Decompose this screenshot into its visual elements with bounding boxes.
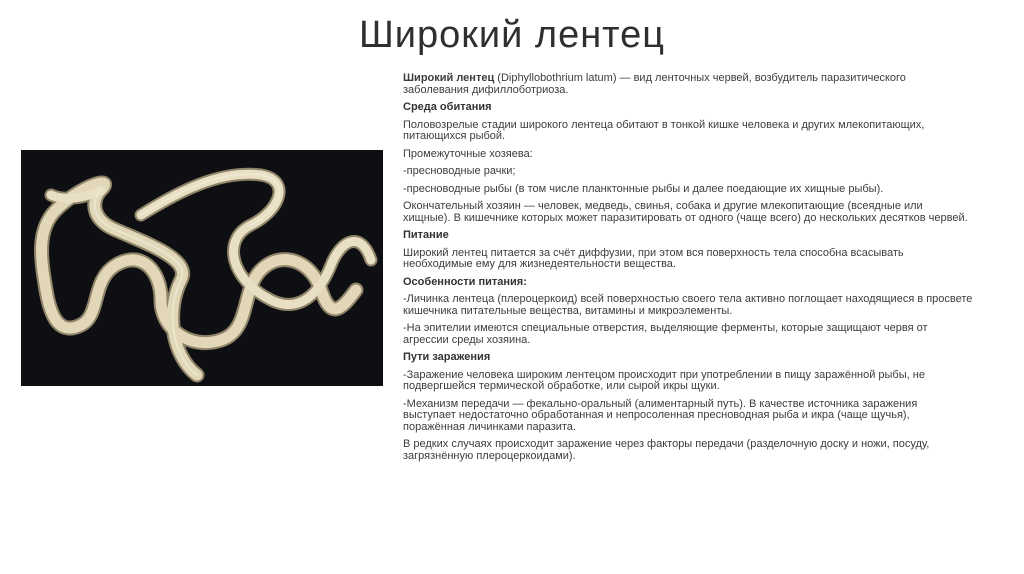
intermediate-hosts-label: Промежуточные хозяева: <box>403 147 533 160</box>
tapeworm-photo <box>21 150 383 386</box>
host-item: -пресноводные рыбы (в том числе планктонные рыбы и далее поедающие их хищные рыбы). <box>403 182 884 195</box>
description-text <box>403 73 973 468</box>
slide-title: Широкий лентец <box>358 14 666 56</box>
tapeworm-illustration <box>21 150 383 386</box>
infection-item: -Заражение человека широким лентецом происходит при употреблении в пищу заражённой рыбы, не подвергшейся термической обработке, или сырой икры щуки. <box>403 368 925 392</box>
nutrition-features-heading: Особенности питания: <box>403 275 527 288</box>
intro-paragraph <box>403 73 973 96</box>
intro-text: (Diphyllobothrium latum) — вид ленточных червей, возбудитель паразитического заболевания дифиллоботриоза. <box>403 72 906 96</box>
nutrition-text: Широкий лентец питается за счёт диффузии, при этом вся поверхность тела способна всасывать необходимые ему для жизнедеятельности вещества. <box>403 246 904 270</box>
host-item: -пресноводные рачки; <box>403 165 516 177</box>
infection-item: В редких случаях происходит заражение через факторы передачи (разделочную доску и ножи, посуду, загрязнённую плероцеркоидами). <box>403 438 930 462</box>
nutrition-feature-item: -На эпителии имеются специальные отверстия, выделяющие ферменты, которые защищают червя от агрессии среды хозяина. <box>403 322 928 346</box>
nutrition-heading: Питание <box>403 229 449 241</box>
habitat-text: Половозрелые стадии широкого лентеца обитают в тонкой кишке человека и других млекопитающих, питающихся рыбой. <box>403 118 925 142</box>
habitat-heading: Среда обитания <box>403 101 492 113</box>
definitive-host-text: Окончательный хозяин — человек, медведь, свинья, собака и другие млекопитающие (всеядные или хищные). В кишечнике которых может паразитировать от одного (чаще всего) до нескольких десятков червей. <box>403 200 968 224</box>
nutrition-feature-item: -Личинка лентеца (плероцеркоид) всей поверхностью своего тела активно поглощает находящиеся в просвете кишечника питательные вещества, витамины и микроэлементы. <box>403 293 973 317</box>
intro-term: Широкий лентец <box>403 72 495 84</box>
infection-heading: Пути заражения <box>403 351 491 363</box>
infection-item: -Механизм передачи — фекально-оральный (алиментарный путь). В качестве источника заражения выступает недостаточно обработанная и непросоленная пресноводная рыба и икра (чаще щучья), поражённая личинками паразита. <box>403 397 918 433</box>
